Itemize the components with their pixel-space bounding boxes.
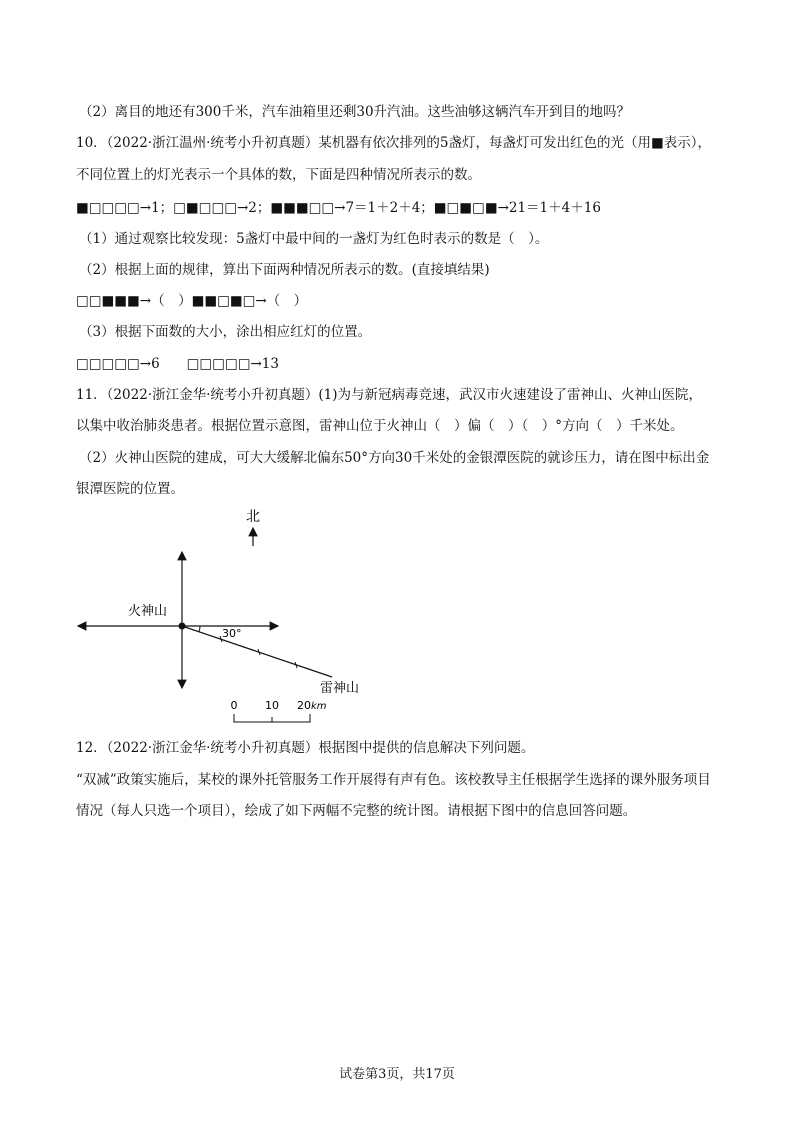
scale-unit: km [311,701,327,712]
q12-line3: 情况（每人只选一个项目），绘成了如下两幅不完整的统计图。请根据下图中的信息回答问题。 [76,803,637,819]
huoshen-point [179,623,186,630]
leishen-direction-line [182,626,332,677]
huoshen-label: 火神山 [128,604,168,619]
q10-part3-items: □□□□□→6 □□□□□→13 [76,356,279,372]
angle-arc [199,626,200,632]
q10-line1: 10．（2022·浙江温州·统考小升初真题）某机器有依次排列的5盏灯，每盏灯可发出红色的光（用■表示）， [76,135,711,151]
q10-part2: （2）根据上面的规律，算出下面两种情况所表示的数。(直接填结果) [79,262,490,278]
q10-part2-items: □□■■■→（ ）■■□■□→（ ） [76,293,308,309]
scale-tick-0: 0 [230,699,238,712]
q11-line2: 以集中收治肺炎患者。根据位置示意图，雷神山位于火神山（ ）偏（ ）（ ）°方向（ ）千米处。 [76,418,684,434]
q10-examples: ■□□□□→1；□■□□□→2；■■■□□→7＝1＋2＋4；■□■□■→21＝1＋4＋16 [76,200,601,216]
q11-line4: 银潭医院的位置。 [76,481,184,497]
q11-line3: （2）火神山医院的建成，可大大缓解北偏东50°方向30千米处的金银潭医院的就诊压力，请在图中标出金 [79,450,710,466]
q12-line1: 12．（2022·浙江金华·统考小升初真题）根据图中提供的信息解决下列问题。 [76,740,535,756]
scale-tick-20: 20 [297,699,311,712]
angle-label: 30° [222,627,242,640]
scale-tick-10: 10 [265,699,279,712]
q10-part3: （3）根据下面数的大小，涂出相应红灯的位置。 [79,324,372,340]
q10-line2: 不同位置上的灯光表示一个具体的数，下面是四种情况所表示的数。 [76,167,481,183]
q10-part1: （1）通过观察比较发现：5盏灯中最中间的一盏灯为红色时表示的数是（ ）。 [79,231,549,247]
leishen-label: 雷神山 [320,681,360,696]
q11-line1: 11．（2022·浙江金华·统考小升初真题）(1)为与新冠病毒竞速，武汉市火速建设了雷神山、火神山医院， [76,387,702,403]
north-label: 北 [246,509,260,525]
q12-line2: “双减”政策实施后，某校的课外托管服务工作开展得有声有色。该校教导主任根据学生选择的课外服务项目 [76,772,711,788]
page-footer: 试卷第3页，共17页 [339,1067,455,1082]
position-diagram [70,500,370,730]
q9-part2: （2）离目的地还有300千米，汽车油箱里还剩30升汽油。这些油够这辆汽车开到目的地吗？ [79,104,631,120]
scale-bar [234,714,310,722]
